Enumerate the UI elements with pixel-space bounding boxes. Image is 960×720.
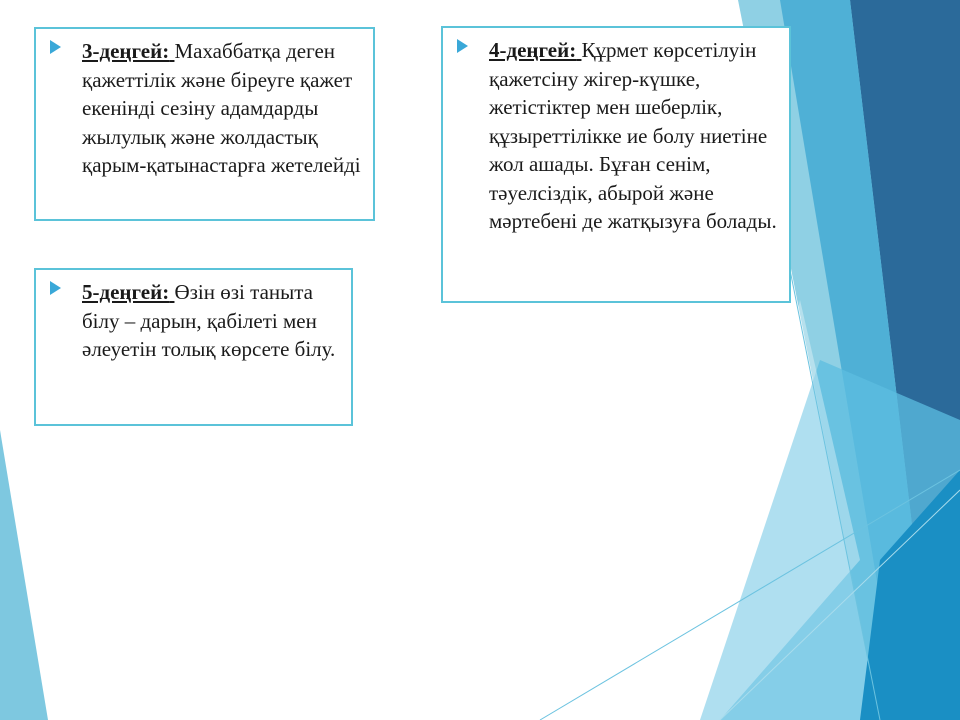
triangle-bullet-icon [50,281,61,295]
level-3-description: Махаббатқа деген қажеттілік және біреуге қажет екенінді сезіну адамдарды жылулық және жолдастық қарым-қатынастарға жетелейді [82,39,361,177]
level-4-text [489,36,777,236]
level-5-text [82,278,339,364]
level-4-description: Құрмет көрсетілуін қажетсіну жігер-күшке, жетістіктер мен шеберлік, құзыреттілікке ие болу ниетіне жол ашады. Бұған сенім, тәуелсіздік, абырой және мәртебені де жатқызуға болады. [489,38,777,233]
triangle-bullet-icon [457,39,468,53]
level-5-box [34,268,353,426]
level-5-label: 5-деңгей: [82,280,170,304]
triangle-bullet-icon [50,40,61,54]
left-accent-shape [0,430,48,720]
level-3-label: 3-деңгей: [82,39,170,63]
level-3-box [34,27,375,221]
level-3-text [82,37,361,180]
level-4-label: 4-деңгей: [489,38,577,62]
level-5-description: Өзін өзі таныта білу – дарын, қабілеті мен әлеуетін толық көрсете білу. [82,280,336,361]
level-4-box [441,26,791,303]
